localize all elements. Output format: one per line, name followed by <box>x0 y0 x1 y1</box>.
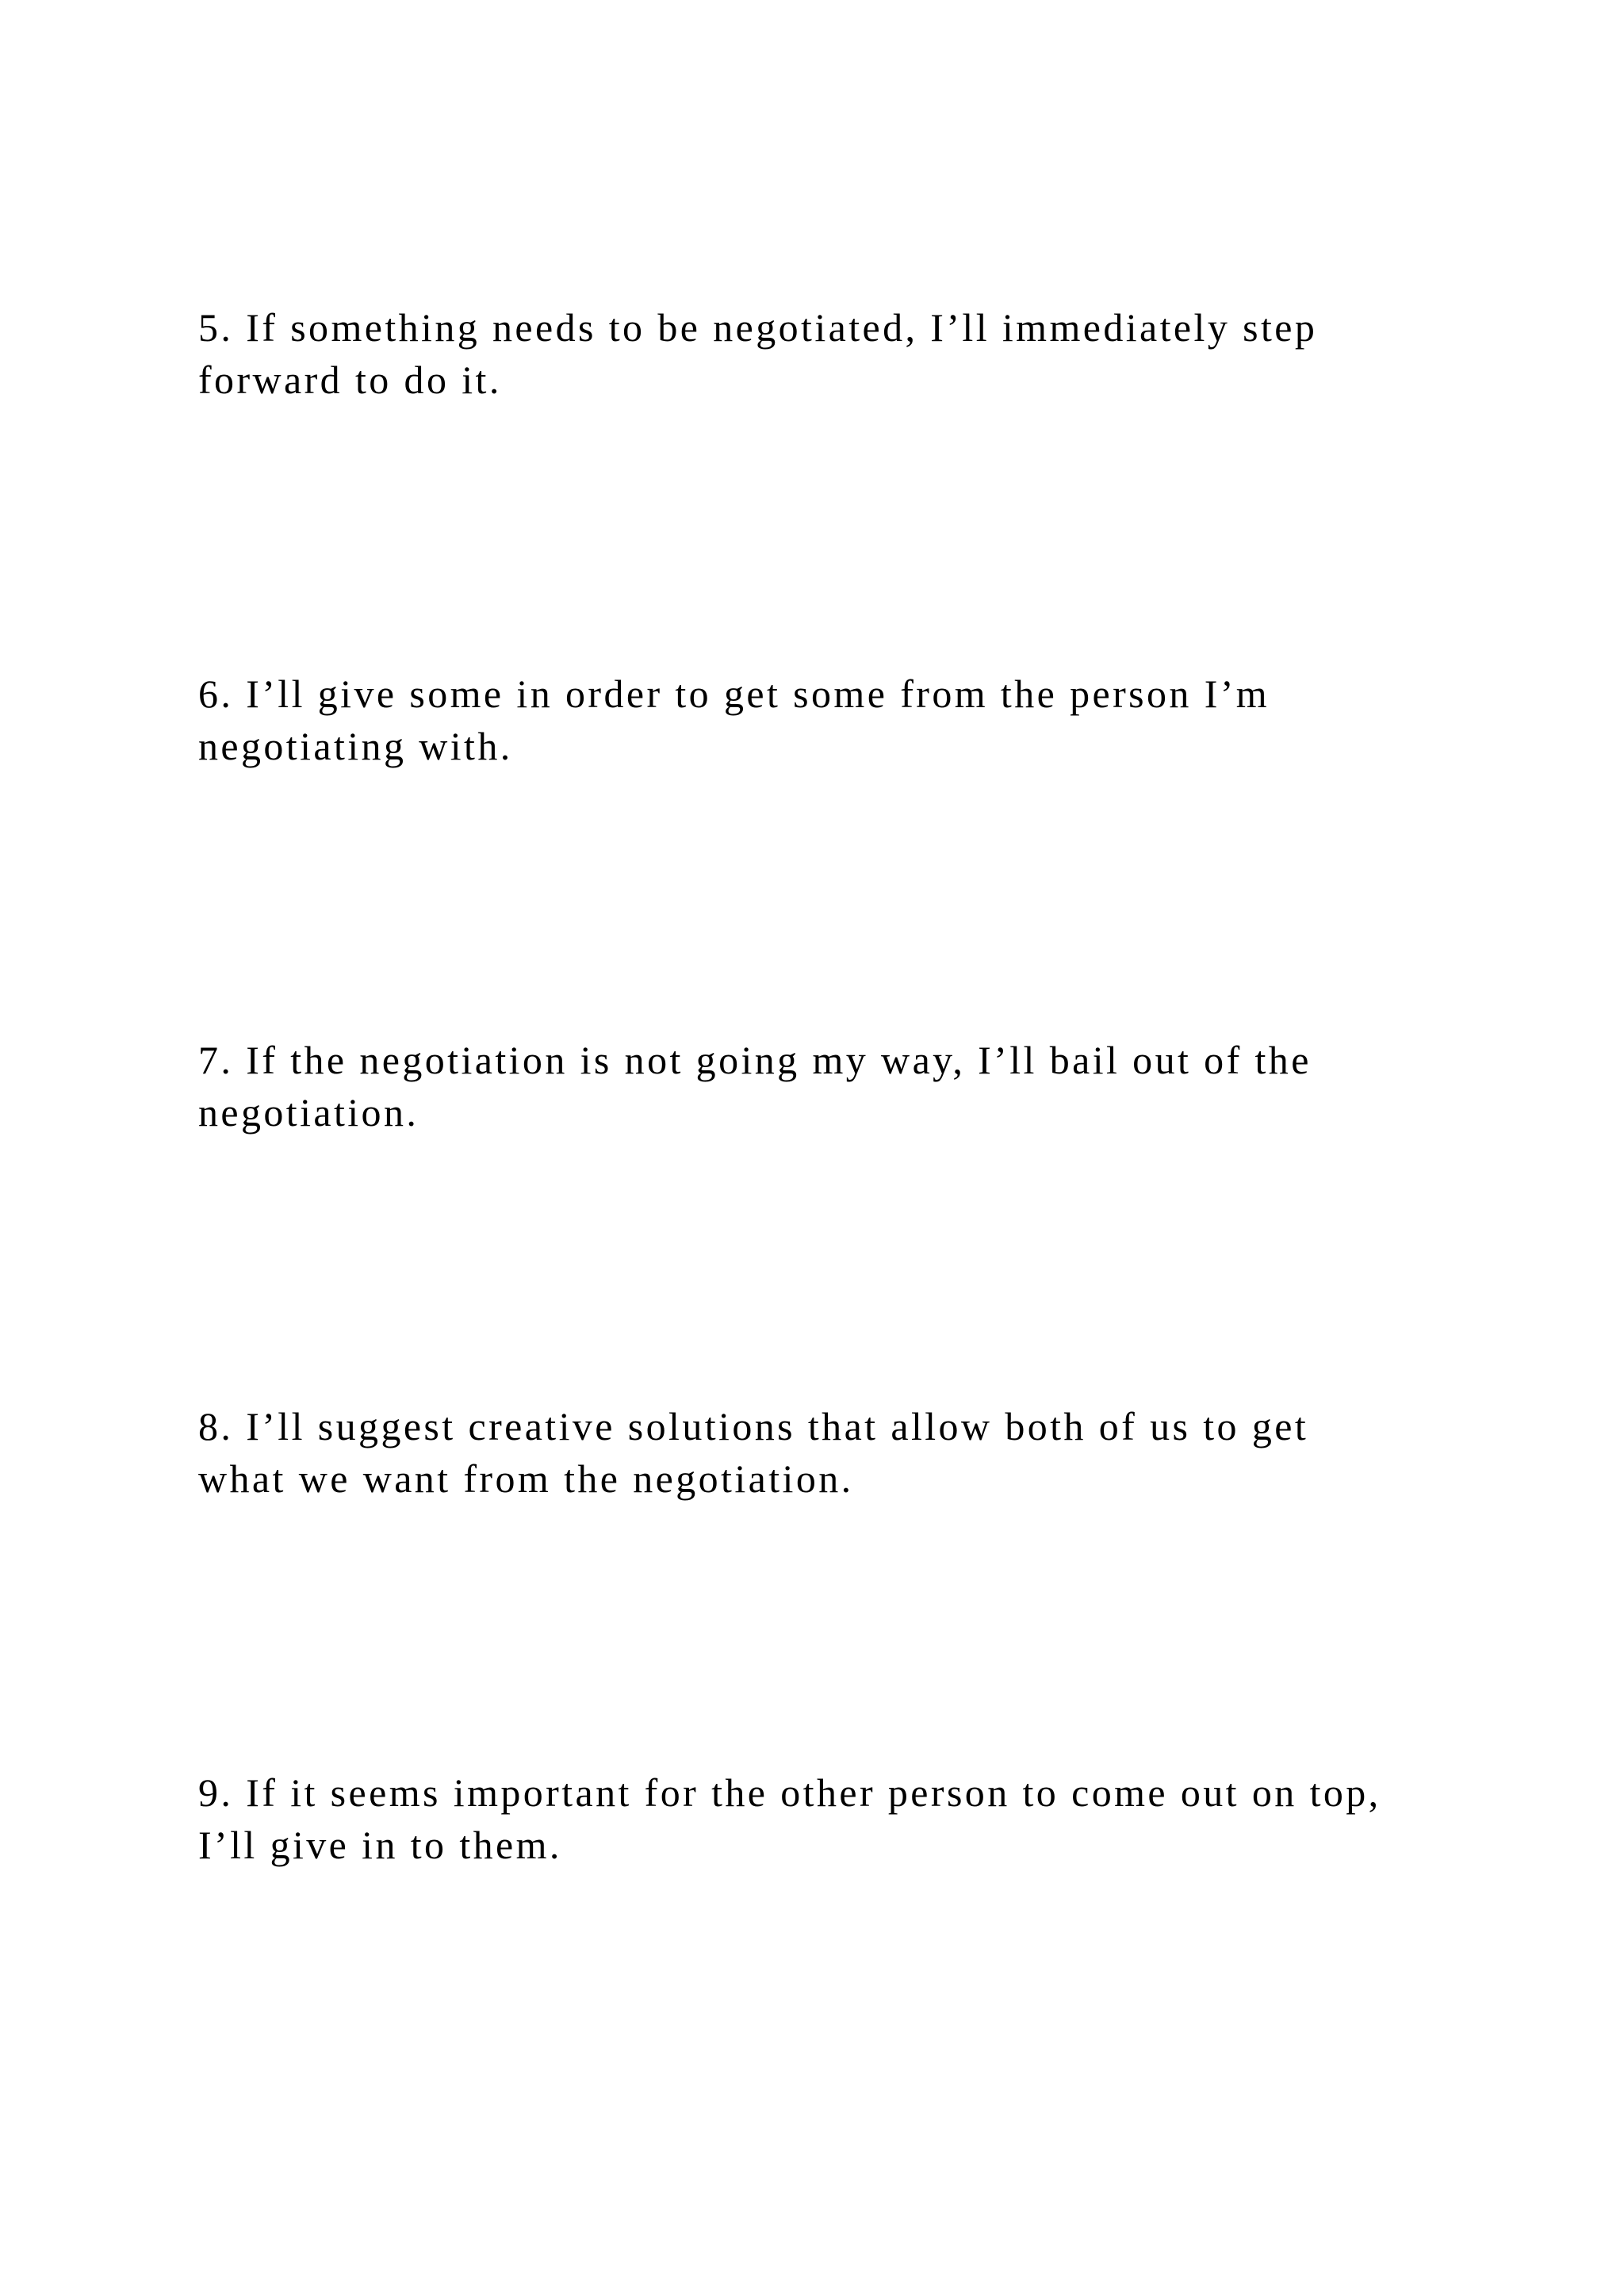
statement-9-line-2: I’ll give in to them. <box>198 1823 562 1867</box>
statement-6 <box>198 668 1467 772</box>
statement-9-line-1: 9. If it seems important for the other person to come out on top, <box>198 1770 1381 1815</box>
statement-5 <box>198 301 1467 406</box>
statement-6-line-2: negotiating with. <box>198 724 513 768</box>
statement-7-line-2: negotiation. <box>198 1090 419 1135</box>
statement-8-line-1: 8. I’ll suggest creative solutions that allow both of us to get <box>198 1404 1309 1448</box>
statement-8-line-2: what we want from the negotiation. <box>198 1456 854 1501</box>
statement-9 <box>198 1766 1467 1871</box>
statement-5-line-2: forward to do it. <box>198 358 502 402</box>
statement-6-line-1: 6. I’ll give some in order to get some from the person I’m <box>198 672 1270 716</box>
statement-5-line-1: 5. If something needs to be negotiated, I’ll immediately step <box>198 305 1318 350</box>
statement-8 <box>198 1400 1467 1505</box>
statement-7-line-1: 7. If the negotiation is not going my way, I’ll bail out of the <box>198 1038 1312 1082</box>
statement-7 <box>198 1034 1467 1138</box>
